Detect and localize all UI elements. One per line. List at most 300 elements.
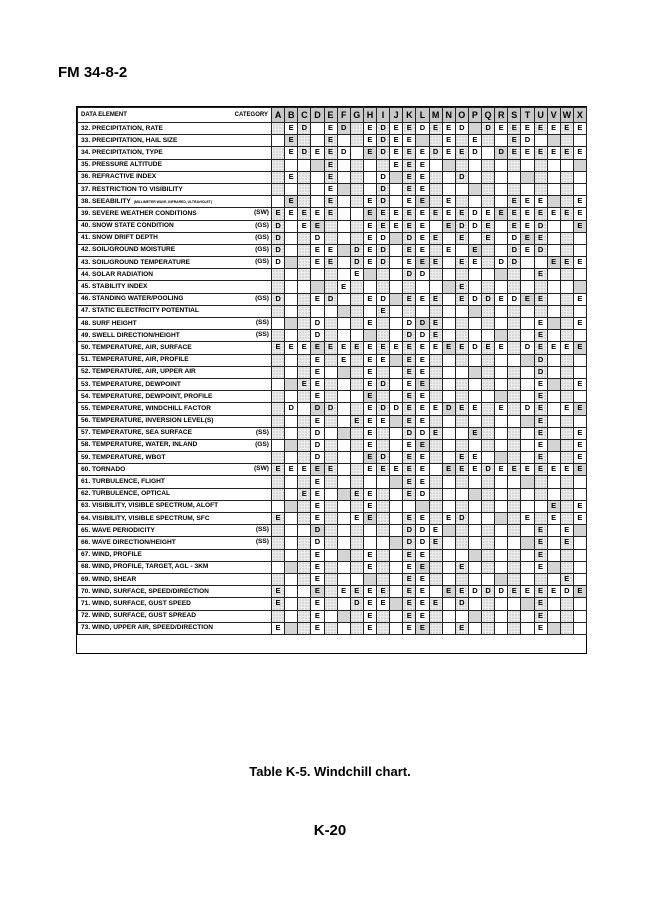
cell-v	[547, 598, 560, 610]
cell-d	[311, 232, 324, 244]
cell-value: D	[380, 244, 386, 254]
cell-q	[482, 439, 495, 451]
cell-e	[324, 147, 337, 159]
cell-p	[468, 269, 481, 281]
cell-u	[534, 513, 547, 525]
cell-t	[521, 171, 534, 183]
cell-value: E	[419, 208, 425, 218]
cell-value: D	[354, 244, 360, 254]
cell-n	[442, 183, 455, 195]
cell-value: D	[354, 598, 360, 608]
cell-value: E	[551, 342, 557, 352]
cell-value: E	[393, 464, 399, 474]
data-element-name	[78, 452, 272, 464]
cell-a	[272, 196, 285, 208]
cell-l	[416, 391, 429, 403]
cell-d	[311, 183, 324, 195]
cell-v	[547, 123, 560, 135]
cell-m	[429, 610, 442, 622]
cell-i	[377, 573, 390, 585]
cell-value: E	[577, 257, 583, 267]
cell-value: E	[564, 464, 570, 474]
cell-s	[508, 403, 521, 415]
cell-value: E	[314, 574, 320, 584]
cell-value: D	[406, 330, 413, 340]
cell-j	[390, 598, 403, 610]
cell-i	[377, 378, 390, 390]
cell-g	[350, 586, 363, 598]
cell-n	[442, 123, 455, 135]
data-element-name	[78, 244, 272, 256]
cell-x	[573, 415, 586, 427]
cell-b	[285, 232, 298, 244]
cell-c	[298, 403, 311, 415]
cell-q	[482, 513, 495, 525]
cell-r	[495, 196, 508, 208]
table-row	[78, 366, 587, 378]
cell-value: E	[472, 244, 478, 254]
cell-x	[573, 244, 586, 256]
cell-w	[560, 305, 573, 317]
cell-v	[547, 330, 560, 342]
cell-n	[442, 598, 455, 610]
cell-i	[377, 342, 390, 354]
cell-h	[363, 513, 376, 525]
cell-value: E	[524, 244, 530, 254]
cell-value: D	[275, 232, 281, 242]
cell-w	[560, 293, 573, 305]
table-row	[78, 610, 587, 622]
cell-j	[390, 415, 403, 427]
cell-o	[455, 525, 468, 537]
cell-o	[455, 257, 468, 269]
cell-value: E	[538, 403, 544, 413]
cell-value: E	[419, 622, 425, 632]
cell-b	[285, 513, 298, 525]
cell-o	[455, 378, 468, 390]
column-header-k: K	[403, 108, 416, 123]
cell-value: E	[367, 196, 373, 206]
cell-g	[350, 135, 363, 147]
cell-f	[337, 293, 350, 305]
cell-value: E	[419, 561, 425, 571]
cell-value: E	[419, 342, 425, 352]
cell-q	[482, 342, 495, 354]
cell-value: D	[524, 135, 531, 145]
cell-j	[390, 549, 403, 561]
cell-w	[560, 208, 573, 220]
cell-u	[534, 622, 547, 634]
cell-f	[337, 476, 350, 488]
table-row	[78, 464, 587, 476]
cell-value: E	[367, 586, 373, 596]
cell-l	[416, 293, 429, 305]
cell-value: E	[524, 586, 530, 596]
cell-k	[403, 439, 416, 451]
cell-x	[573, 573, 586, 585]
cell-value: E	[524, 196, 530, 206]
cell-value: E	[367, 427, 373, 437]
cell-m	[429, 549, 442, 561]
data-element-name	[78, 220, 272, 232]
cell-s	[508, 196, 521, 208]
cell-f	[337, 378, 350, 390]
cell-a	[272, 513, 285, 525]
cell-c	[298, 391, 311, 403]
cell-w	[560, 439, 573, 451]
cell-o	[455, 244, 468, 256]
cell-value: E	[433, 537, 439, 547]
cell-a	[272, 525, 285, 537]
cell-m	[429, 464, 442, 476]
cell-value: E	[288, 342, 294, 352]
cell-p	[468, 159, 481, 171]
data-element-text: 65. WAVE PERIODICITY	[81, 526, 155, 534]
cell-b	[285, 525, 298, 537]
cell-value: E	[511, 196, 517, 206]
cell-f	[337, 159, 350, 171]
cell-value: E	[367, 513, 373, 523]
cell-a	[272, 586, 285, 598]
category-code: (GS)	[255, 258, 269, 266]
cell-i	[377, 500, 390, 512]
cell-s	[508, 391, 521, 403]
cell-o	[455, 622, 468, 634]
cell-f	[337, 391, 350, 403]
cell-t	[521, 561, 534, 573]
cell-q	[482, 220, 495, 232]
cell-i	[377, 220, 390, 232]
cell-w	[560, 171, 573, 183]
cell-a	[272, 476, 285, 488]
data-element-name	[78, 342, 272, 354]
cell-value: E	[367, 220, 373, 230]
cell-r	[495, 586, 508, 598]
cell-w	[560, 598, 573, 610]
cell-value: E	[564, 403, 570, 413]
cell-t	[521, 196, 534, 208]
cell-m	[429, 403, 442, 415]
cell-u	[534, 159, 547, 171]
cell-c	[298, 488, 311, 500]
cell-h	[363, 147, 376, 159]
cell-v	[547, 293, 560, 305]
cell-n	[442, 573, 455, 585]
cell-e	[324, 293, 337, 305]
cell-u	[534, 476, 547, 488]
cell-value: E	[419, 403, 425, 413]
cell-c	[298, 208, 311, 220]
cell-g	[350, 159, 363, 171]
cell-d	[311, 135, 324, 147]
cell-value: E	[354, 513, 360, 523]
cell-r	[495, 561, 508, 573]
cell-l	[416, 305, 429, 317]
cell-v	[547, 366, 560, 378]
cell-p	[468, 391, 481, 403]
table-caption: Table K-5. Windchill chart.	[249, 764, 411, 779]
cell-value: E	[511, 586, 517, 596]
cell-value: D	[380, 293, 386, 303]
data-element-name	[78, 403, 272, 415]
cell-u	[534, 171, 547, 183]
cell-x	[573, 366, 586, 378]
column-header-c: C	[298, 108, 311, 123]
cell-value: E	[433, 232, 439, 242]
cell-value: E	[419, 610, 425, 620]
category-code: (SW)	[253, 209, 269, 217]
cell-d	[311, 549, 324, 561]
table-row	[78, 220, 587, 232]
cell-value: E	[577, 586, 583, 596]
cell-c	[298, 232, 311, 244]
data-element-text: 69. WIND, SHEAR	[81, 575, 137, 583]
cell-value: E	[538, 464, 544, 474]
cell-x	[573, 305, 586, 317]
cell-a	[272, 269, 285, 281]
cell-t	[521, 415, 534, 427]
cell-q	[482, 452, 495, 464]
cell-l	[416, 427, 429, 439]
cell-v	[547, 573, 560, 585]
cell-s	[508, 257, 521, 269]
cell-n	[442, 232, 455, 244]
cell-value: E	[314, 476, 320, 486]
cell-e	[324, 330, 337, 342]
data-element-name	[78, 427, 272, 439]
cell-r	[495, 123, 508, 135]
cell-n	[442, 147, 455, 159]
cell-k	[403, 476, 416, 488]
cell-p	[468, 293, 481, 305]
cell-u	[534, 330, 547, 342]
cell-value: E	[314, 147, 320, 157]
cell-value: E	[433, 598, 439, 608]
cell-t	[521, 244, 534, 256]
cell-g	[350, 305, 363, 317]
cell-x	[573, 196, 586, 208]
cell-k	[403, 610, 416, 622]
cell-b	[285, 244, 298, 256]
cell-j	[390, 281, 403, 293]
cell-b	[285, 415, 298, 427]
cell-value: E	[341, 354, 347, 364]
cell-i	[377, 159, 390, 171]
cell-i	[377, 513, 390, 525]
cell-w	[560, 610, 573, 622]
cell-u	[534, 598, 547, 610]
cell-value: E	[328, 244, 334, 254]
data-element-text: 54. TEMPERATURE, DEWPOINT, PROFILE	[81, 392, 213, 400]
cell-value: E	[393, 135, 399, 145]
cell-value: E	[433, 123, 439, 133]
cell-i	[377, 427, 390, 439]
table-row	[78, 537, 587, 549]
cell-value: E	[419, 257, 425, 267]
table-row	[78, 183, 587, 195]
cell-value: E	[433, 525, 439, 535]
cell-k	[403, 318, 416, 330]
cell-x	[573, 378, 586, 390]
cell-value: E	[367, 379, 373, 389]
cell-i	[377, 549, 390, 561]
cell-u	[534, 147, 547, 159]
cell-r	[495, 537, 508, 549]
cell-value: E	[314, 293, 320, 303]
cell-s	[508, 415, 521, 427]
cell-o	[455, 305, 468, 317]
category-code: (GS)	[255, 294, 269, 302]
cell-e	[324, 391, 337, 403]
cell-e	[324, 244, 337, 256]
data-element-name	[78, 135, 272, 147]
cell-value: E	[433, 208, 439, 218]
cell-a	[272, 281, 285, 293]
cell-value: E	[314, 464, 320, 474]
cell-e	[324, 403, 337, 415]
cell-b	[285, 257, 298, 269]
cell-value: E	[314, 391, 320, 401]
data-element-text: 64. VISIBILITY, VISIBLE SPECTRUM, SFC	[81, 514, 210, 522]
cell-i	[377, 208, 390, 220]
column-header-s: S	[508, 108, 521, 123]
cell-i	[377, 123, 390, 135]
cell-q	[482, 415, 495, 427]
cell-e	[324, 342, 337, 354]
table-row	[78, 135, 587, 147]
cell-t	[521, 135, 534, 147]
cell-e	[324, 537, 337, 549]
cell-k	[403, 488, 416, 500]
cell-c	[298, 525, 311, 537]
cell-t	[521, 452, 534, 464]
cell-v	[547, 244, 560, 256]
table-row	[78, 391, 587, 403]
cell-a	[272, 244, 285, 256]
cell-k	[403, 513, 416, 525]
cell-value: E	[367, 342, 373, 352]
cell-g	[350, 476, 363, 488]
cell-q	[482, 183, 495, 195]
cell-value: E	[380, 342, 386, 352]
cell-value: E	[406, 513, 412, 523]
cell-h	[363, 488, 376, 500]
cell-value: E	[419, 464, 425, 474]
cell-x	[573, 269, 586, 281]
column-header-a: A	[272, 108, 285, 123]
data-element-name	[78, 159, 272, 171]
cell-k	[403, 123, 416, 135]
column-header-j: J	[390, 108, 403, 123]
data-element-name	[78, 573, 272, 585]
cell-value: E	[314, 598, 320, 608]
cell-value: E	[472, 452, 478, 462]
cell-w	[560, 488, 573, 500]
cell-c	[298, 171, 311, 183]
cell-r	[495, 171, 508, 183]
cell-q	[482, 171, 495, 183]
cell-o	[455, 586, 468, 598]
cell-b	[285, 281, 298, 293]
cell-h	[363, 366, 376, 378]
cell-p	[468, 147, 481, 159]
cell-j	[390, 318, 403, 330]
data-element-label: DATA ELEMENT	[81, 112, 127, 118]
cell-value: E	[564, 574, 570, 584]
cell-w	[560, 220, 573, 232]
cell-u	[534, 610, 547, 622]
cell-value: E	[511, 147, 517, 157]
cell-value: E	[367, 354, 373, 364]
category-code: (SS)	[255, 331, 269, 339]
cell-e	[324, 220, 337, 232]
cell-d	[311, 439, 324, 451]
cell-l	[416, 415, 429, 427]
cell-b	[285, 293, 298, 305]
cell-f	[337, 220, 350, 232]
cell-c	[298, 220, 311, 232]
cell-h	[363, 561, 376, 573]
cell-t	[521, 500, 534, 512]
table-row	[78, 415, 587, 427]
data-element-text: 42. SOIL/GROUND MOISTURE	[81, 246, 176, 254]
cell-d	[311, 537, 324, 549]
data-element-text: 53. TEMPERATURE, DEWPOINT	[81, 380, 181, 388]
cell-r	[495, 257, 508, 269]
data-element-text: 36. REFRACTIVE INDEX	[81, 173, 157, 181]
cell-k	[403, 573, 416, 585]
column-header-h: H	[363, 108, 376, 123]
cell-u	[534, 366, 547, 378]
cell-value: E	[328, 464, 334, 474]
cell-e	[324, 525, 337, 537]
cell-s	[508, 561, 521, 573]
cell-t	[521, 269, 534, 281]
cell-o	[455, 573, 468, 585]
cell-value: E	[314, 342, 320, 352]
cell-value: D	[288, 403, 294, 413]
cell-value: E	[328, 147, 334, 157]
table-row	[78, 159, 587, 171]
cell-value: E	[459, 232, 465, 242]
data-element-text: 61. TURBULENCE, FLIGHT	[81, 478, 165, 486]
cell-b	[285, 269, 298, 281]
cell-r	[495, 610, 508, 622]
cell-e	[324, 488, 337, 500]
cell-value: E	[577, 403, 583, 413]
cell-m	[429, 525, 442, 537]
cell-t	[521, 318, 534, 330]
cell-b	[285, 500, 298, 512]
cell-k	[403, 220, 416, 232]
cell-p	[468, 183, 481, 195]
cell-t	[521, 208, 534, 220]
cell-g	[350, 354, 363, 366]
cell-a	[272, 135, 285, 147]
cell-t	[521, 513, 534, 525]
cell-q	[482, 378, 495, 390]
cell-e	[324, 281, 337, 293]
cell-a	[272, 427, 285, 439]
table-row	[78, 403, 587, 415]
cell-j	[390, 159, 403, 171]
cell-p	[468, 452, 481, 464]
cell-k	[403, 135, 416, 147]
cell-i	[377, 244, 390, 256]
cell-j	[390, 378, 403, 390]
cell-i	[377, 525, 390, 537]
cell-value: E	[577, 439, 583, 449]
